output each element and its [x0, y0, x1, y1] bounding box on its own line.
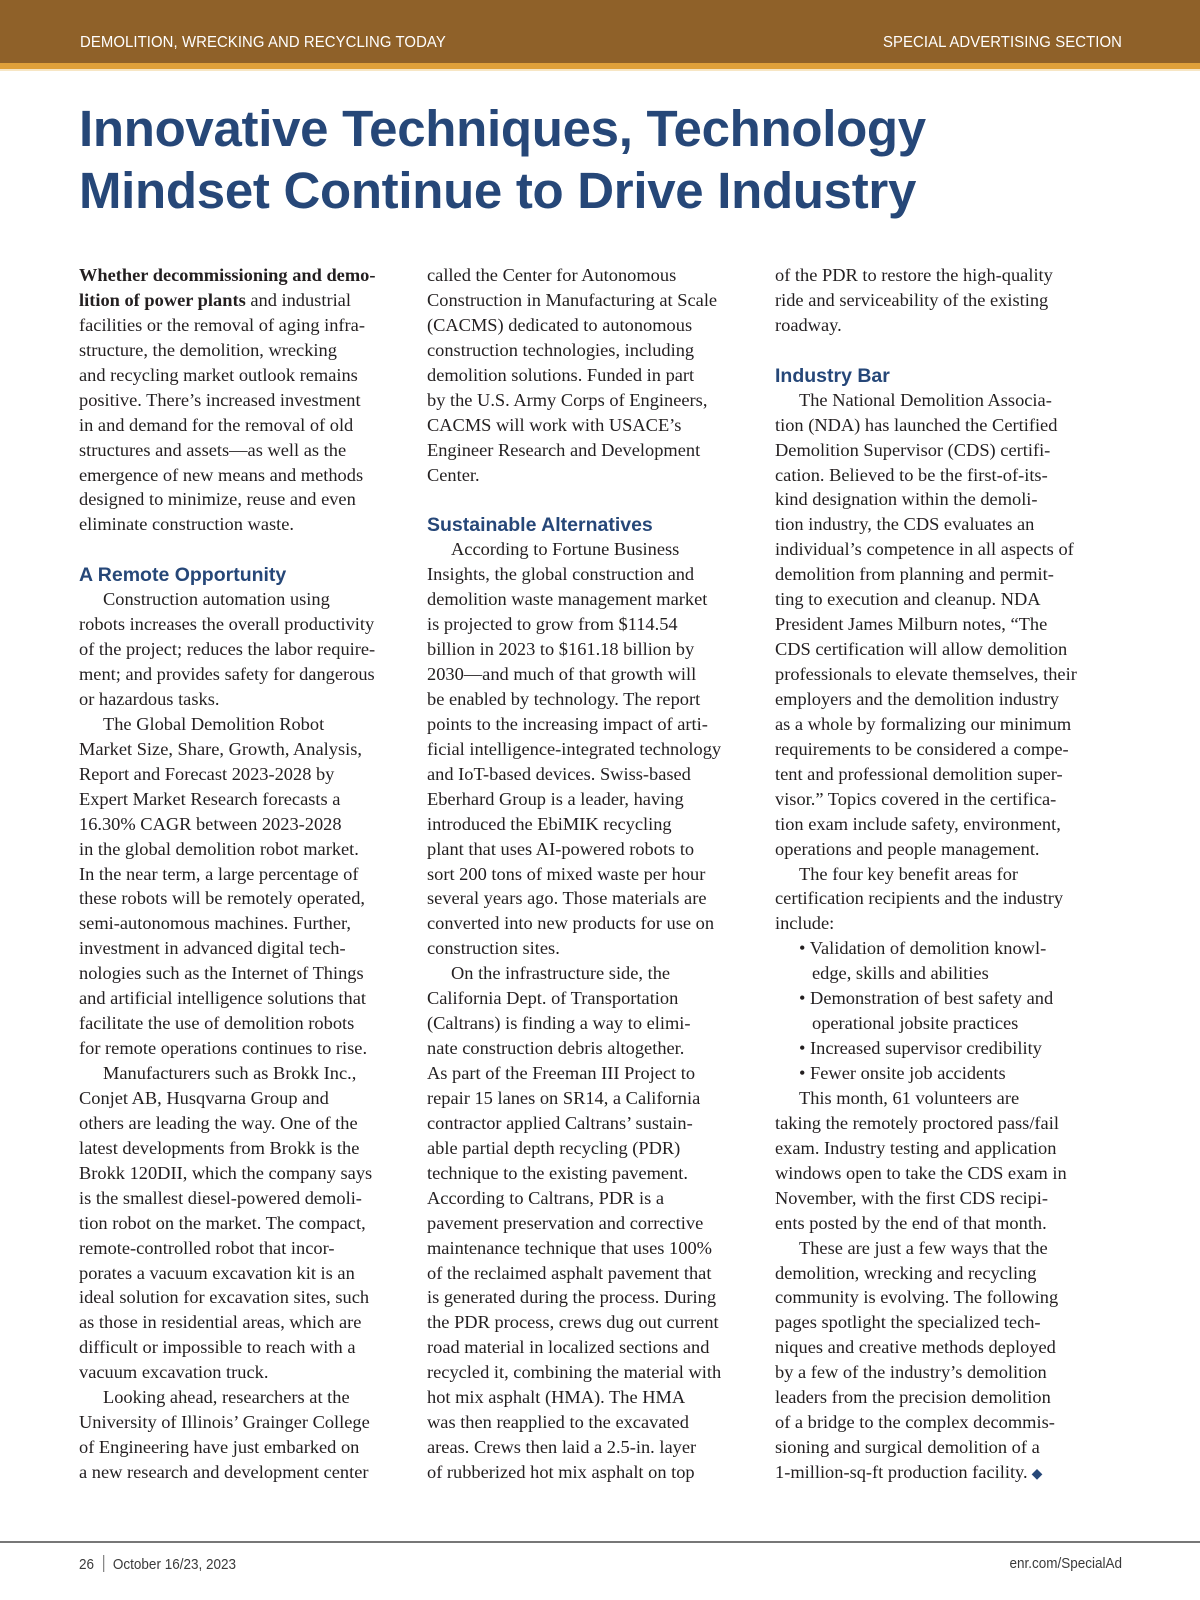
header-stripe-light: [0, 69, 1200, 71]
text-line: Market Size, Share, Growth, Analysis,: [79, 738, 362, 759]
text-line: for remote operations continues to rise.: [79, 1038, 368, 1059]
text-line: Expert Market Research forecasts a: [79, 788, 341, 809]
lead-line: [79, 288, 414, 313]
text-line: (Caltrans) is finding a way to elimi-: [427, 1013, 691, 1034]
text-line: recycled it, combining the material with: [427, 1362, 722, 1383]
text-line: by the U.S. Army Corps of Engineers,: [427, 389, 708, 410]
text-line: be enabled by technology. The report: [427, 688, 701, 709]
lead-text: and industrial: [245, 289, 351, 310]
text-line: ride and serviceability of the existing: [775, 289, 1049, 310]
title-line: Innovative Techniques, Technology: [79, 100, 926, 157]
text-line: and IoT-based devices. Swiss-based: [427, 763, 691, 784]
bullet-list-item: edge, skills and abilities: [812, 963, 989, 984]
text-line: in the global demolition robot market.: [79, 838, 359, 859]
text-line: pages spotlight the specialized tech-: [775, 1312, 1041, 1333]
text-line: (CACMS) dedicated to autonomous: [427, 314, 693, 335]
text-line: as those in residential areas, which are: [79, 1312, 362, 1333]
text-line: structure, the demolition, wrecking: [79, 339, 337, 360]
lead-bold-text: lition of power plants: [79, 289, 246, 310]
text-line: ents posted by the end of that month.: [775, 1212, 1047, 1233]
text-line: Conjet AB, Husqvarna Group and: [79, 1087, 329, 1108]
text-line: demolition from planning and permit-: [775, 564, 1054, 585]
footer-divider: [0, 1541, 1200, 1543]
text-line: emergence of new means and methods: [79, 464, 364, 485]
text-line: ficial intelligence-integrated technology: [427, 738, 722, 759]
text-line: community is evolving. The following: [775, 1287, 1059, 1308]
text-line: repair 15 lanes on SR14, a California: [427, 1087, 701, 1108]
text-line: plant that uses AI-powered robots to: [427, 838, 695, 859]
publication-name: DEMOLITION, WRECKING AND RECYCLING TODAY: [80, 34, 446, 51]
text-line: demolition, wrecking and recycling: [775, 1262, 1037, 1283]
text-line: pavement preservation and corrective: [427, 1212, 704, 1233]
text-line: Report and Forecast 2023-2028 by: [79, 763, 335, 784]
text-line: tion robot on the market. The compact,: [79, 1212, 366, 1233]
paragraph-gap: [79, 537, 414, 562]
text-line: converted into new products for use on: [427, 913, 715, 934]
text-line: was then reapplied to the excavated: [427, 1412, 689, 1433]
lead-line: [79, 263, 414, 288]
text-line: 2030—and much of that growth will: [427, 664, 697, 684]
text-line: maintenance technique that uses 100%: [427, 1237, 712, 1258]
closing-text: 1-million-sq-ft production facility.: [775, 1462, 1028, 1482]
text-line: facilities or the removal of aging infra-: [79, 314, 365, 335]
text-line: is generated during the process. During: [427, 1287, 717, 1308]
lead-bold-text: Whether decommissioning and demo-: [79, 265, 376, 285]
text-line: designed to minimize, reuse and even: [79, 489, 356, 510]
text-line: Construction automation using: [103, 589, 330, 610]
text-line: taking the remotely proctored pass/fail: [775, 1112, 1059, 1133]
text-line: construction sites.: [427, 938, 560, 959]
article-column-3: [775, 263, 1110, 1485]
section-subheading: Sustainable Alternatives: [427, 514, 653, 537]
text-line: tent and professional demolition super-: [775, 763, 1063, 784]
text-line: nate construction debris altogether.: [427, 1038, 685, 1059]
text-line: called the Center for Autonomous: [427, 265, 677, 285]
text-line: road material in localized sections and: [427, 1337, 710, 1358]
text-line: several years ago. Those materials are: [427, 888, 707, 909]
text-line: others are leading the way. One of the: [79, 1112, 358, 1133]
text-line: November, with the first CDS recipi-: [775, 1187, 1049, 1208]
bullet-list-item: • Validation of demolition knowl-: [799, 938, 1047, 959]
bullet-list-item: • Increased supervisor credibility: [799, 1038, 1042, 1059]
text-line: In the near term, a large percentage of: [79, 863, 359, 884]
text-line: positive. There’s increased investment: [79, 389, 361, 410]
text-line: The Global Demolition Robot: [103, 713, 325, 734]
text-line: Looking ahead, researchers at the: [103, 1387, 350, 1408]
text-line: Brokk 120DII, which the company says: [79, 1162, 373, 1183]
text-line: remote-controlled robot that incor-: [79, 1237, 335, 1258]
text-line: semi-autonomous machines. Further,: [79, 913, 352, 934]
text-line: roadway.: [775, 314, 842, 335]
text-line: requirements to be considered a compe-: [775, 738, 1069, 759]
text-line: certification recipients and the industry: [775, 888, 1064, 909]
text-line: ment; and provides safety for dangerous: [79, 664, 375, 684]
text-line: niques and creative methods deployed: [775, 1337, 1056, 1358]
text-line: introduced the EbiMIK recycling: [427, 813, 672, 834]
text-line: porates a vacuum excavation kit is an: [79, 1262, 355, 1283]
text-line: kind designation within the demoli-: [775, 489, 1038, 510]
text-line: points to the increasing impact of arti-: [427, 713, 708, 734]
article-column-2: [427, 263, 762, 1485]
bullet-list-item: operational jobsite practices: [812, 1013, 1019, 1034]
text-line: billion in 2023 to $161.18 billion by: [427, 639, 695, 660]
text-line: areas. Crews then laid a 2.5-in. layer: [427, 1437, 697, 1458]
text-line: of the project; reduces the labor require-: [79, 639, 376, 660]
text-line: construction technologies, including: [427, 339, 695, 360]
footer-page-info: [79, 1555, 236, 1573]
text-line: California Dept. of Transportation: [427, 988, 679, 1009]
text-line: Eberhard Group is a leader, having: [427, 788, 684, 809]
text-line: sioning and surgical demolition of a: [775, 1437, 1040, 1458]
text-line: latest developments from Brokk is the: [79, 1137, 360, 1158]
text-line: CACMS will work with USACE’s: [427, 414, 682, 435]
text-line: by a few of the industry’s demolition: [775, 1362, 1047, 1383]
text-line: and recycling market outlook remains: [79, 364, 358, 385]
section-label: SPECIAL ADVERTISING SECTION: [882, 34, 1122, 51]
text-line: and artificial intelligence solutions that: [79, 988, 367, 1009]
header-band: [0, 0, 1200, 63]
text-line: According to Caltrans, PDR is a: [427, 1187, 665, 1208]
text-line: eliminate construction waste.: [79, 514, 295, 535]
text-line: of the reclaimed asphalt pavement that: [427, 1262, 712, 1283]
text-line: technique to the existing pavement.: [427, 1162, 688, 1183]
text-line: able partial depth recycling (PDR): [427, 1137, 681, 1158]
issue-date: October 16/23, 2023: [112, 1556, 237, 1573]
end-of-article-diamond-icon: ◆: [1031, 1467, 1043, 1482]
text-line: [775, 1460, 1110, 1485]
text-line: sort 200 tons of mixed waste per hour: [427, 863, 706, 884]
text-line: a new research and development center: [79, 1462, 369, 1482]
title-line: Mindset Continue to Drive Industry: [79, 162, 917, 219]
text-line: cation. Believed to be the first-of-its-: [775, 464, 1048, 485]
bullet-list-item: • Fewer onsite job accidents: [799, 1063, 1006, 1083]
page-number: 26: [79, 1556, 95, 1573]
text-line: as a whole by formalizing our minimum: [775, 713, 1072, 734]
text-line: include:: [775, 913, 835, 934]
text-line: The National Demolition Associa-: [799, 389, 1052, 410]
footer-separator: [103, 1555, 104, 1572]
text-line: tion exam include safety, environment,: [775, 813, 1061, 834]
text-line: University of Illinois’ Grainger College: [79, 1412, 370, 1433]
text-line: Center.: [427, 464, 480, 485]
text-line: robots increases the overall productivity: [79, 614, 375, 635]
text-line: of a bridge to the complex decommis-: [775, 1412, 1055, 1433]
text-line: This month, 61 volunteers are: [799, 1087, 1020, 1108]
text-line: demolition waste management market: [427, 589, 708, 610]
text-line: According to Fortune Business: [451, 539, 680, 560]
text-line: exam. Industry testing and application: [775, 1137, 1057, 1158]
text-line: of the PDR to restore the high-quality: [775, 265, 1053, 285]
text-line: These are just a few ways that the: [799, 1237, 1048, 1258]
text-line: ting to execution and cleanup. NDA: [775, 589, 1041, 610]
text-line: employers and the demolition industry: [775, 688, 1059, 709]
text-line: CDS certification will allow demolition: [775, 639, 1068, 660]
text-line: As part of the Freeman III Project to: [427, 1063, 696, 1083]
text-line: is the smallest diesel-powered demoli-: [79, 1187, 362, 1208]
text-line: demolition solutions. Funded in part: [427, 364, 695, 385]
text-line: On the infrastructure side, the: [451, 963, 671, 984]
text-line: these robots will be remotely operated,: [79, 888, 365, 909]
text-line: visor.” Topics covered in the certifica-: [775, 788, 1057, 809]
text-line: The four key benefit areas for: [799, 863, 1019, 884]
text-line: operations and people management.: [775, 838, 1040, 859]
text-line: Construction in Manufacturing at Scale: [427, 289, 718, 310]
footer-url: enr.com/SpecialAd: [1009, 1555, 1122, 1572]
text-line: of rubberized hot mix asphalt on top: [427, 1462, 695, 1482]
text-line: or hazardous tasks.: [79, 688, 220, 709]
section-subheading: A Remote Opportunity: [79, 564, 287, 587]
text-line: 16.30% CAGR between 2023-2028: [79, 813, 342, 834]
text-line: the PDR process, crews dug out current: [427, 1312, 719, 1333]
text-line: individual’s competence in all aspects of: [775, 539, 1074, 560]
text-line: leaders from the precision demolition: [775, 1387, 1051, 1408]
text-line: contractor applied Caltrans’ sustain-: [427, 1112, 693, 1133]
text-line: professionals to elevate themselves, their: [775, 664, 1077, 684]
text-line: Insights, the global construction and: [427, 564, 695, 585]
article-column-1: [79, 263, 414, 1485]
text-line: nologies such as the Internet of Things: [79, 963, 364, 984]
text-line: President James Milburn notes, “The: [775, 614, 1048, 635]
text-line: investment in advanced digital tech-: [79, 938, 346, 959]
text-line: windows open to take the CDS exam in: [775, 1162, 1067, 1183]
article-title: [79, 98, 1129, 222]
text-line: ideal solution for excavation sites, such: [79, 1287, 370, 1308]
text-line: Demolition Supervisor (CDS) certifi-: [775, 439, 1051, 460]
text-line: in and demand for the removal of old: [79, 414, 354, 435]
text-line: tion industry, the CDS evaluates an: [775, 514, 1035, 535]
text-line: of Engineering have just embarked on: [79, 1437, 360, 1458]
text-line: facilitate the use of demolition robots: [79, 1013, 355, 1034]
section-subheading: Industry Bar: [775, 364, 890, 387]
text-line: Engineer Research and Development: [427, 439, 701, 460]
text-line: hot mix asphalt (HMA). The HMA: [427, 1387, 686, 1408]
text-line: vacuum excavation truck.: [79, 1362, 269, 1383]
text-line: difficult or impossible to reach with a: [79, 1337, 356, 1358]
paragraph-gap: [427, 487, 762, 512]
text-line: is projected to grow from $114.54: [427, 614, 678, 635]
paragraph-gap: [775, 338, 1110, 363]
bullet-list-item: • Demonstration of best safety and: [799, 988, 1054, 1009]
text-line: structures and assets—as well as the: [79, 439, 347, 460]
text-line: Manufacturers such as Brokk Inc.,: [103, 1063, 357, 1083]
text-line: tion (NDA) has launched the Certified: [775, 414, 1058, 435]
